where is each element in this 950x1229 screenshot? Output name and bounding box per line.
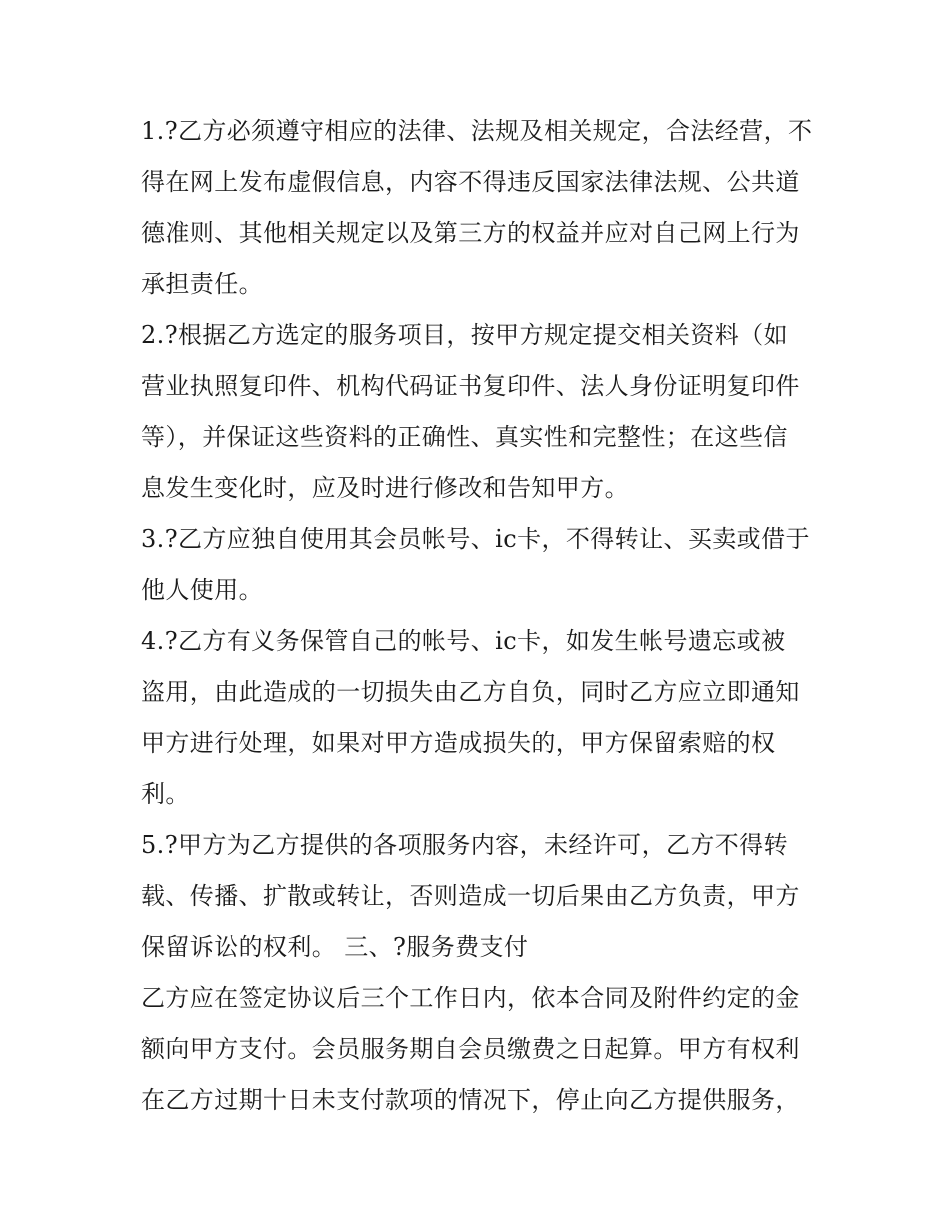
text-line: 盗用，由此造成的一切损失由乙方自负，同时乙方应立即通知 bbox=[141, 678, 800, 706]
text-line: 在乙方过期十日未支付款项的情况下，停止向乙方提供服务， bbox=[141, 1086, 800, 1114]
text-line: 乙方应在签定协议后三个工作日内，依本合同及附件约定的金 bbox=[141, 984, 800, 1012]
text-line: 2.?根据乙方选定的服务项目，按甲方规定提交相关资料（如 bbox=[141, 321, 788, 349]
text-line: 1.?乙方必须遵守相应的法律、法规及相关规定，合法经营，不 bbox=[141, 117, 813, 145]
text-line: 营业执照复印件、机构代码证书复印件、法人身份证明复印件 bbox=[141, 372, 800, 400]
text-line: 甲方进行处理，如果对甲方造成损失的，甲方保留索赔的权 bbox=[141, 729, 776, 757]
text-line: 等），并保证这些资料的正确性、真实性和完整性；在这些信 bbox=[141, 423, 788, 451]
text-line: 额向甲方支付。会员服务期自会员缴费之日起算。甲方有权利 bbox=[141, 1035, 800, 1063]
document-body bbox=[141, 106, 821, 1126]
text-line: 得在网上发布虚假信息，内容不得违反国家法律法规、公共道 bbox=[141, 168, 800, 196]
text-line: 息发生变化时，应及时进行修改和告知甲方。 bbox=[141, 474, 629, 502]
text-line: 他人使用。 bbox=[141, 576, 263, 604]
text-line: 利。 bbox=[141, 780, 190, 808]
text-line: 承担责任。 bbox=[141, 270, 263, 298]
text-line: 德准则、其他相关规定以及第三方的权益并应对自己网上行为 bbox=[141, 219, 800, 247]
text-line: 保留诉讼的权利。 三、?服务费支付 bbox=[141, 933, 529, 961]
text-line: 4.?乙方有义务保管自己的帐号、ic卡，如发生帐号遗忘或被 bbox=[141, 627, 786, 655]
text-line: 3.?乙方应独自使用其会员帐号、ic卡，不得转让、买卖或借于 bbox=[141, 525, 810, 553]
text-line: 载、传播、扩散或转让，否则造成一切后果由乙方负责，甲方 bbox=[141, 882, 800, 910]
text-line: 5.?甲方为乙方提供的各项服务内容，未经许可，乙方不得转 bbox=[141, 831, 788, 859]
